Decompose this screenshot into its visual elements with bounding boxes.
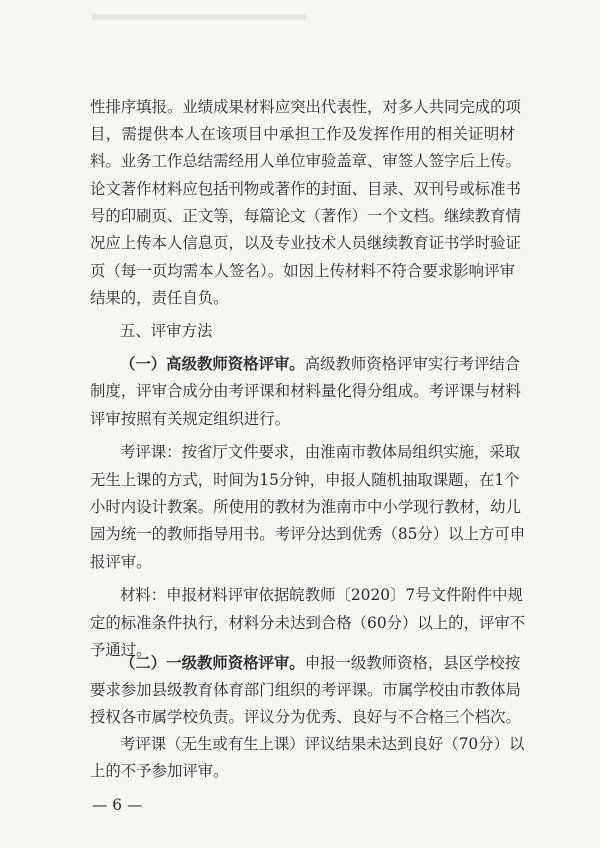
paragraph-line: 报评审。: [90, 553, 152, 571]
paragraph-line: 况应上传本人信息页，以及专业技术人员继续教育证书学时验证: [90, 234, 521, 252]
paragraph-line: 授权各市属学校负责。评议分为优秀、良好与不合格三个档次。: [90, 708, 521, 726]
paragraph-line: [120, 353, 521, 375]
paragraph-line: 目，需提供本人在该项目中承担工作及发挥作用的相关证明材: [90, 125, 515, 143]
paragraph-line: 制度，评审合成分由考评课和材料量化得分组成。考评课与材料: [90, 382, 521, 400]
paragraph-line: 考评课（无生或有生上课）评议结果未达到良好（70分）以: [120, 735, 525, 753]
subsection-heading: （二）一级教师资格评审。: [120, 654, 305, 672]
paragraph-line: 结果的，责任自负。: [90, 289, 229, 307]
page-number: — 6 —: [92, 796, 143, 814]
paragraph-line: 上的不予参加评审。: [90, 762, 229, 780]
subsection-heading: （一）高级教师资格评审。: [120, 355, 305, 373]
paragraph-text: 高级教师资格评审实行考评结合: [304, 355, 521, 373]
paragraph-line: 材料：申报材料评审依据皖教师〔2020〕7号文件附件中规: [120, 586, 523, 604]
paragraph-line: 园为统一的教师指导用书。考评分达到优秀（85分）以上方可申: [90, 525, 526, 543]
paragraph-line: 页（每一页均需本人签名）。如因上传材料不符合要求影响评审: [90, 262, 515, 280]
paragraph-line: 料。业务工作总结需经用人单位审验盖章、审签人签字后上传。: [90, 152, 521, 170]
paragraph-line: 号的印刷页、正文等，每篇论文（著作）一个文档。继续教育情: [90, 207, 521, 225]
paragraph-line: 小时内设计教案。所使用的教材为淮南市中小学现行教材，幼儿: [90, 498, 521, 516]
scan-artifact: [92, 14, 306, 20]
paragraph-line: 性排序填报。业绩成果材料应突出代表性，对多人共同完成的项: [90, 98, 521, 116]
paragraph-line: 考评课：按省厅文件要求，由淮南市教体局组织实施，采取: [120, 443, 521, 461]
paragraph-text: 申报一级教师资格，县区学校按: [304, 654, 521, 672]
paragraph-line: 论文著作材料应包括刊物或著作的封面、目录、双刊号或标准书: [90, 180, 521, 198]
paragraph-line: 定的标准条件执行，材料分未达到合格（60分）以上的，评审不: [90, 614, 526, 632]
paragraph-line: [120, 652, 521, 674]
paragraph-line: 要求参加县级教育体育部门组织的考评课。市属学校由市教体局: [90, 681, 521, 699]
paragraph-line: 无生上课的方式，时间为15分钟，申报人随机抽取课题，在1个: [90, 471, 520, 489]
paragraph-line: 评审按照有关规定组织进行。: [90, 410, 291, 428]
section-heading: 五、评审方法: [120, 322, 213, 340]
paragraph-line: 予通过。: [90, 641, 152, 659]
